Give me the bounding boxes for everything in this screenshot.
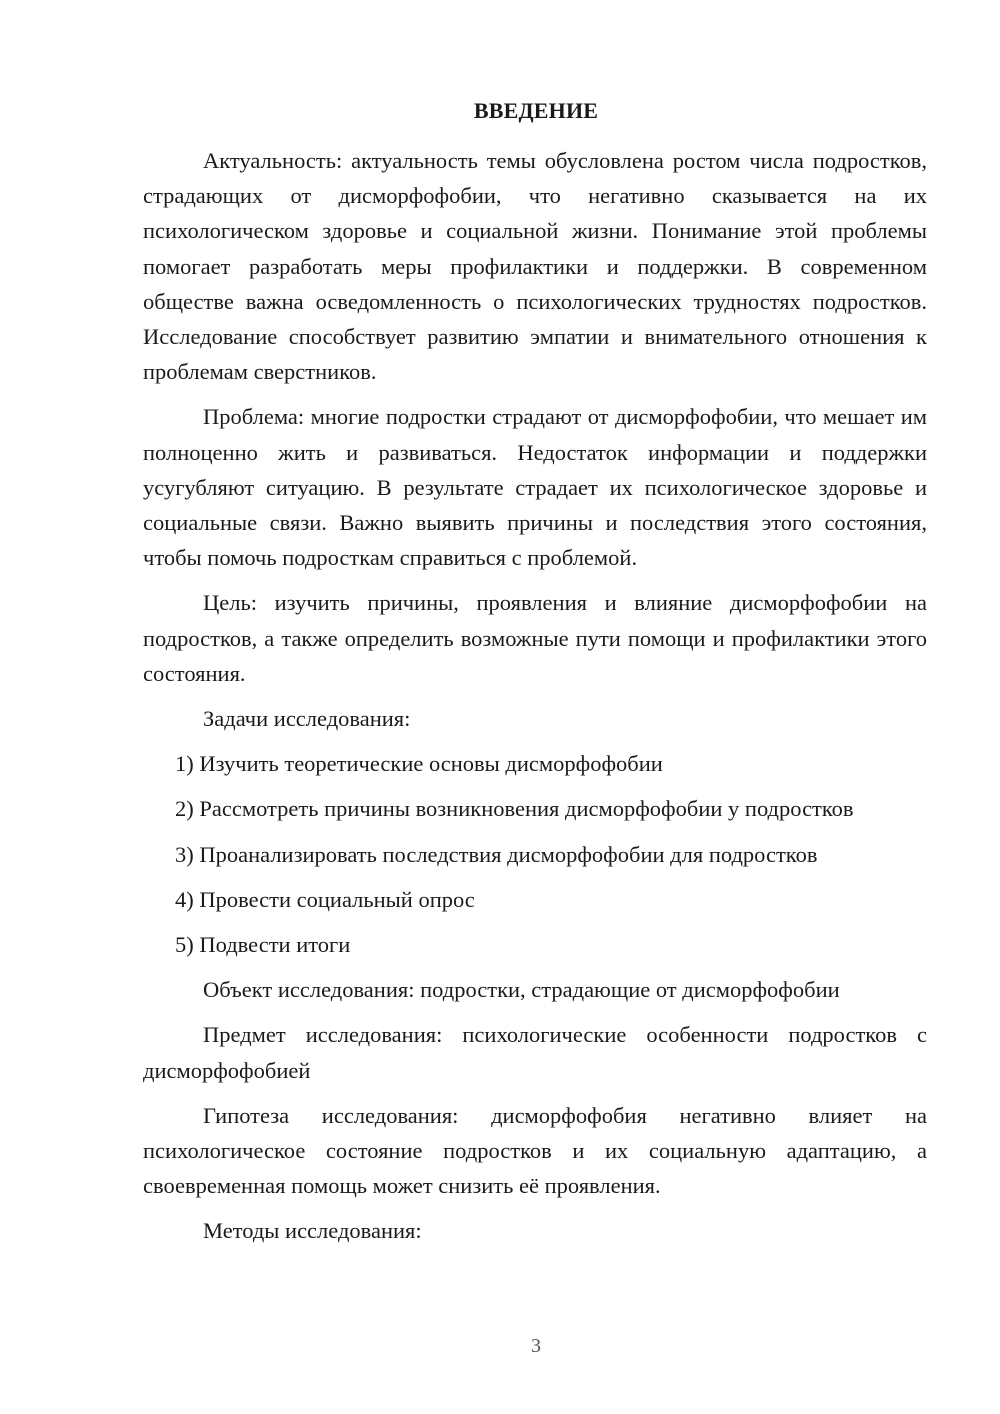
task-item-2: 2) Рассмотреть причины возникновения дисморфофобии у подростков [175, 796, 854, 822]
tasks-title: Задачи исследования: [203, 706, 411, 732]
task-item-4: 4) Провести социальный опрос [175, 886, 475, 912]
research-hypothesis: Гипотеза исследования: дисморфофобия негативно влияет на психологическое состояние подростков и их социальную адаптацию, а своевременная помощь может снизить её проявления. [143, 1102, 927, 1199]
task-item-3: 3) Проанализировать последствия дисморфофобии для подростков [175, 841, 818, 867]
page-number: 3 [531, 1335, 541, 1357]
page-title: ВВЕДЕНИЕ [473, 98, 599, 123]
task-item-1: 1) Изучить теоретические основы дисморфофобии [175, 751, 663, 777]
research-methods: Методы исследования: [203, 1218, 422, 1244]
goal-paragraph: Цель: изучить причины, проявления и влияние дисморфофобии на подростков, а также определить возможные пути помощи и профилактики этого состояния. [143, 590, 927, 686]
research-object: Объект исследования: подростки, страдающие от дисморфофобии [203, 977, 840, 1003]
research-subject: Предмет исследования: психологические особенности подростков с дисморфофобией [143, 1022, 927, 1083]
document-body [143, 143, 927, 1259]
task-list [143, 746, 927, 962]
relevance-paragraph: Актуальность: актуальность темы обусловлена ростом числа подростков, страдающих от дисморфофобии, что негативно сказывается на их психологическом здоровье и социальной жизни. Понимание этой проблемы помогает разработать меры профилактики и поддержки. В современном обществе важна осведомленность о психологических трудностях подростков. Исследование способствует развитию эмпатии и внимательного отношения к проблемам сверстников. [143, 148, 927, 385]
task-item-5: 5) Подвести итоги [175, 932, 351, 958]
problem-paragraph: Проблема: многие подростки страдают от дисморфофобии, что мешает им полноценно жить и развиваться. Недостаток информации и поддержки усугубляют ситуацию. В результате страдает их психологическое здоровье и социальные связи. Важно выявить причины и последствия этого состояния, чтобы помочь подросткам справиться с проблемой. [143, 404, 927, 571]
